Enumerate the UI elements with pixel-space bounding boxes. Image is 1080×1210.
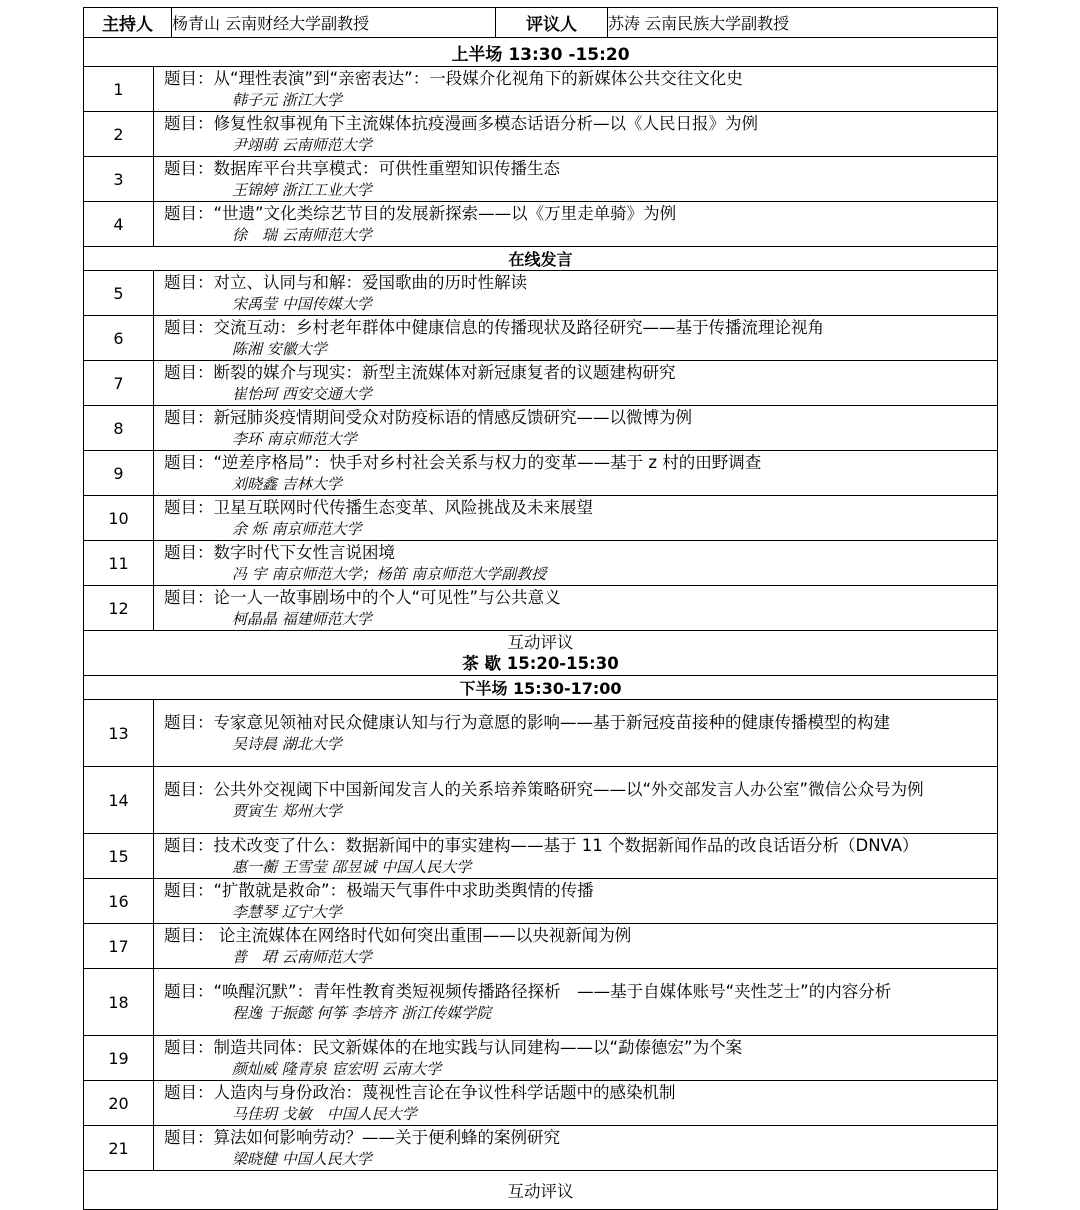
talk-authors: 普 珺 云南师范大学 [232, 948, 372, 966]
talk-title: 题目：算法如何影响劳动？——关于便利蜂的案例研究 [164, 1128, 560, 1147]
talk-title: 题目：新冠肺炎疫情期间受众对防疫标语的情感反馈研究——以微博为例 [164, 408, 692, 427]
section-online [84, 247, 998, 271]
talk-authors: 王锦婷 浙江工业大学 [232, 181, 372, 199]
talk-cell [154, 202, 998, 247]
talk-authors: 刘晓鑫 吉林大学 [232, 475, 342, 493]
talk-cell [154, 157, 998, 202]
talk-title: 题目：“世遗”文化类综艺节目的发展新探索——以《万里走单骑》为例 [164, 204, 677, 223]
talk-cell [154, 1081, 998, 1126]
talk-cell [154, 541, 998, 586]
talk-title: 题目：“逆差序格局”：快手对乡村社会关系与权力的变革——基于 z 村的田野调查 [164, 453, 762, 472]
talk-number: 9 [84, 451, 154, 496]
talk-authors: 余 烁 南京师范大学 [232, 520, 362, 538]
talk-number: 3 [84, 157, 154, 202]
talk-authors: 陈湘 安徽大学 [232, 340, 327, 358]
talk-title: 题目：“扩散就是救命”：极端天气事件中求助类舆情的传播 [164, 881, 594, 900]
talk-title: 题目：公共外交视阈下中国新闻发言人的关系培养策略研究——以“外交部发言人办公室”微信公众号为例 [164, 780, 924, 799]
talk-row [84, 1036, 998, 1081]
talk-row [84, 271, 998, 316]
talk-number: 20 [84, 1081, 154, 1126]
program-table [83, 7, 998, 1210]
talk-authors: 韩子元 浙江大学 [232, 91, 342, 109]
talk-cell [154, 1036, 998, 1081]
talk-number: 4 [84, 202, 154, 247]
section-title: 上半场 13:30 -15:20 [84, 38, 998, 67]
talk-authors: 马佳玥 戈敏 中国人民大学 [232, 1105, 417, 1123]
talk-cell [154, 1126, 998, 1171]
talk-number: 19 [84, 1036, 154, 1081]
talk-authors: 吴诗晨 湖北大学 [232, 735, 342, 753]
talk-title: 题目：论一人一故事剧场中的个人“可见性”与公共意义 [164, 588, 561, 607]
talk-authors: 程逸 于振懿 何筝 李培齐 浙江传媒学院 [232, 1004, 492, 1022]
talk-cell [154, 879, 998, 924]
talk-row [84, 541, 998, 586]
talk-number: 8 [84, 406, 154, 451]
talk-row [84, 1081, 998, 1126]
talk-title: 题目：断裂的媒介与现实：新型主流媒体对新冠康复者的议题建构研究 [164, 363, 676, 382]
talk-row [84, 451, 998, 496]
talk-row [84, 67, 998, 112]
talk-cell [154, 361, 998, 406]
talk-number: 12 [84, 586, 154, 631]
section-title: 在线发言 [84, 247, 998, 271]
talk-number: 7 [84, 361, 154, 406]
talk-number: 5 [84, 271, 154, 316]
talk-number: 18 [84, 969, 154, 1036]
talk-number: 6 [84, 316, 154, 361]
talk-cell [154, 586, 998, 631]
section-first-half [84, 38, 998, 67]
talk-title: 题目：制造共同体：民文新媒体的在地实践与认同建构——以“勐傣德宏”为个案 [164, 1038, 743, 1057]
talk-cell [154, 112, 998, 157]
talk-cell [154, 316, 998, 361]
talk-cell [154, 496, 998, 541]
talk-number: 2 [84, 112, 154, 157]
talk-authors: 梁晓健 中国人民大学 [232, 1150, 372, 1168]
talk-authors: 冯 宇 南京师范大学；杨笛 南京师范大学副教授 [232, 565, 547, 583]
talk-row [84, 496, 998, 541]
talk-cell [154, 834, 998, 879]
host-label: 主持人 [84, 8, 172, 38]
talk-title: 题目：数据库平台共享模式：可供性重塑知识传播生态 [164, 159, 560, 178]
talk-title: 题目：从“理性表演”到“亲密表达”：一段媒介化视角下的新媒体公共交往文化史 [164, 69, 743, 88]
talk-cell [154, 451, 998, 496]
talk-cell [154, 406, 998, 451]
talk-cell [154, 271, 998, 316]
interaction-end-row [84, 1171, 998, 1210]
talk-row [84, 202, 998, 247]
talk-authors: 李环 南京师范大学 [232, 430, 357, 448]
talk-title: 题目：修复性叙事视角下主流媒体抗疫漫画多模态话语分析—以《人民日报》为例 [164, 114, 758, 133]
talk-row [84, 406, 998, 451]
talk-row [84, 879, 998, 924]
talk-row [84, 700, 998, 767]
talk-title: 题目：专家意见领袖对民众健康认知与行为意愿的影响——基于新冠疫苗接种的健康传播模型的构建 [164, 713, 890, 732]
talk-title: 题目：卫星互联网时代传播生态变革、风险挑战及未来展望 [164, 498, 593, 517]
talk-number: 1 [84, 67, 154, 112]
talk-cell [154, 767, 998, 834]
talk-title: 题目：人造肉与身份政治：蔑视性言论在争议性科学话题中的感染机制 [164, 1083, 676, 1102]
talk-number: 14 [84, 767, 154, 834]
talk-authors: 崔怡珂 西安交通大学 [232, 385, 372, 403]
interaction-end-label: 互动评议 [84, 1171, 998, 1210]
talk-number: 13 [84, 700, 154, 767]
talk-row [84, 834, 998, 879]
interaction-tea-break-row [84, 631, 998, 676]
talk-row [84, 112, 998, 157]
talk-number: 17 [84, 924, 154, 969]
talk-row [84, 586, 998, 631]
talk-number: 21 [84, 1126, 154, 1171]
talk-cell [154, 924, 998, 969]
talk-authors: 宋禹莹 中国传媒大学 [232, 295, 372, 313]
talk-authors: 徐 瑞 云南师范大学 [232, 226, 372, 244]
talk-row [84, 924, 998, 969]
talk-row [84, 767, 998, 834]
reviewer-value: 苏涛 云南民族大学副教授 [608, 8, 998, 38]
talk-number: 15 [84, 834, 154, 879]
talk-row [84, 969, 998, 1036]
talk-cell [154, 969, 998, 1036]
talk-title: 题目：“唤醒沉默”：青年性教育类短视频传播路径探析 ——基于自媒体账号“夹性芝士”的内容分析 [164, 982, 892, 1001]
talk-title: 题目：技术改变了什么：数据新闻中的事实建构——基于 11 个数据新闻作品的改良话语分析（DNVA） [164, 836, 919, 855]
talk-row [84, 316, 998, 361]
talk-row [84, 361, 998, 406]
talk-authors: 李慧琴 辽宁大学 [232, 903, 342, 921]
interaction-label: 互动评议 [507, 633, 574, 652]
talk-title: 题目： 论主流媒体在网络时代如何突出重围——以央视新闻为例 [164, 926, 632, 945]
talk-authors: 柯晶晶 福建师范大学 [232, 610, 372, 628]
talk-title: 题目：数字时代下女性言说困境 [164, 543, 395, 562]
talk-row [84, 1126, 998, 1171]
talk-number: 11 [84, 541, 154, 586]
tea-break-label: 茶 歇 15:20-15:30 [462, 654, 619, 673]
section-second-half [84, 676, 998, 700]
talk-number: 10 [84, 496, 154, 541]
talk-authors: 贾寅生 郑州大学 [232, 802, 342, 820]
talk-cell [154, 67, 998, 112]
talk-number: 16 [84, 879, 154, 924]
host-value: 杨青山 云南财经大学副教授 [172, 8, 496, 38]
talk-title: 题目：交流互动：乡村老年群体中健康信息的传播现状及路径研究——基于传播流理论视角 [164, 318, 824, 337]
talk-row [84, 157, 998, 202]
header-row [84, 8, 998, 38]
talk-authors: 尹翊萌 云南师范大学 [232, 136, 372, 154]
reviewer-label: 评议人 [496, 8, 608, 38]
talk-title: 题目：对立、认同与和解：爱国歌曲的历时性解读 [164, 273, 527, 292]
talk-authors: 颜灿威 隆青泉 宦宏明 云南大学 [232, 1060, 442, 1078]
talk-authors: 惠一蘅 王雪莹 邵昱诚 中国人民大学 [232, 858, 472, 876]
talk-cell [154, 700, 998, 767]
section-title: 下半场 15:30-17:00 [84, 676, 998, 700]
